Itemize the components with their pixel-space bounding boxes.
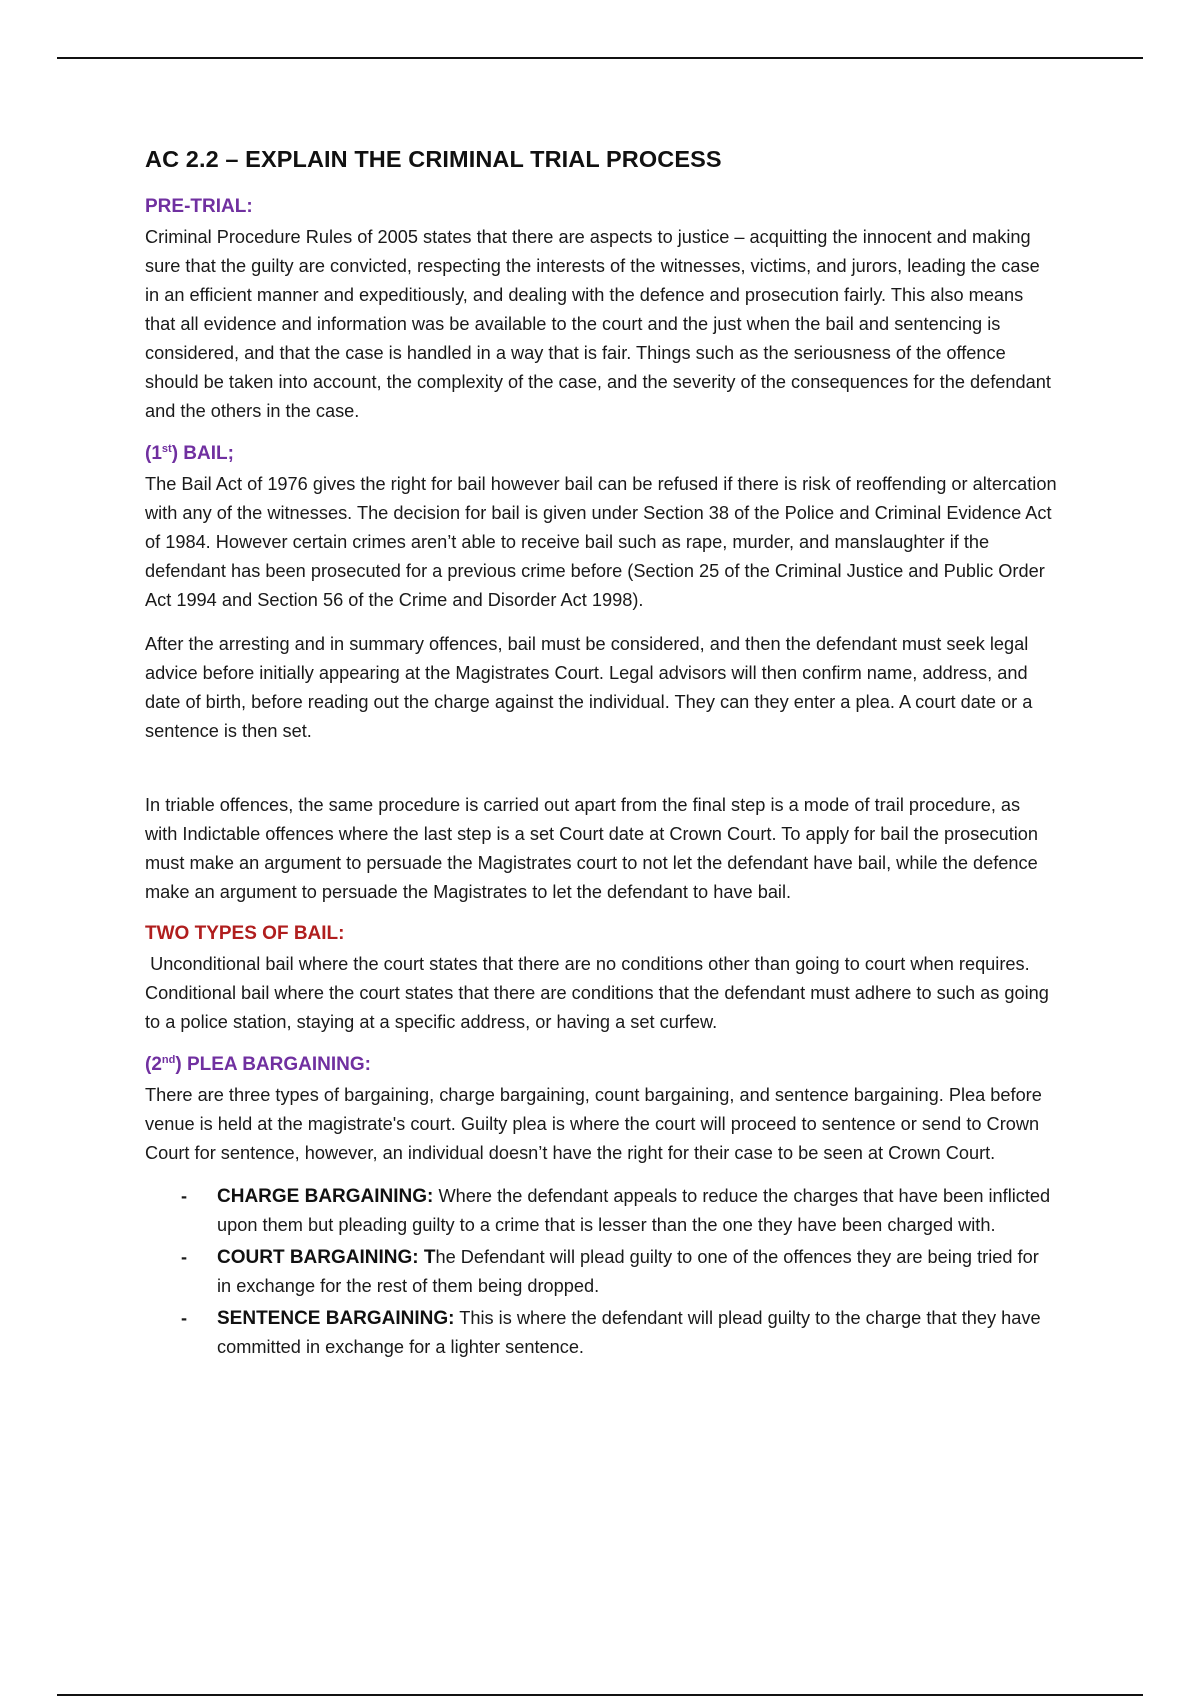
bullet-dash: -: [181, 1308, 188, 1328]
list-item: [145, 1182, 1057, 1240]
plea-heading: [145, 1053, 1057, 1077]
bullet-text: Where the defendant appeals to reduce the charges that have been inflicted upon them but pleading guilty to a crime that is lesser than the one they have been charged with.: [217, 1186, 1056, 1235]
bail-types-paragraph: Unconditional bail where the court states that there are no conditions other than going to court when requires. Conditional bail where the court states that there are conditions that the defendant must adhere to such as going to a police station, staying at a specific address, or having a set curfew.: [145, 954, 1054, 1032]
list-item: [145, 1304, 1057, 1362]
plea-heading-suffix: ) PLEA BARGAINING:: [175, 1054, 371, 1075]
bullet-dash: -: [181, 1186, 188, 1206]
bullet-text: This is where the defendant will plead guilty to the charge that they have committed in exchange for a lighter sentence.: [217, 1308, 1046, 1357]
bullet-dash: -: [181, 1247, 188, 1267]
bail-heading: [145, 442, 1057, 466]
list-item: [145, 1243, 1057, 1301]
bail-heading-suffix: ) BAIL;: [171, 443, 234, 464]
document-body: [145, 146, 1057, 1365]
bail-heading-prefix: (1: [145, 443, 162, 464]
bail-types-heading: TWO TYPES OF BAIL:: [145, 923, 345, 944]
bottom-rule: [57, 1694, 1143, 1696]
bail-paragraph-1: The Bail Act of 1976 gives the right for bail however bail can be refused if there is risk of reoffending or altercation with any of the witnesses. The decision for bail is given under Section 38 of the Police and Criminal Evidence Act of 1984. However certain crimes aren’t able to receive bail such as rape, murder, and manslaughter if the defendant has been prosecuted for a previous crime before (Section 25 of the Criminal Justice and Public Order Act 1994 and Section 56 of the Crime and Disorder Act 1998).: [145, 474, 1057, 610]
page-title: AC 2.2 – EXPLAIN THE CRIMINAL TRIAL PROCESS: [145, 146, 722, 172]
bargaining-list: [145, 1182, 1057, 1362]
bullet-text: he Defendant will plead guilty to one of the offences they are being tried for in exchange for the rest of them being dropped.: [217, 1247, 1039, 1296]
top-rule: [57, 57, 1143, 59]
plea-heading-sup: nd: [161, 1054, 176, 1066]
bullet-term: SENTENCE BARGAINING:: [217, 1308, 455, 1329]
bullet-term: COURT BARGAINING: T: [217, 1247, 436, 1268]
pretrial-paragraph: Criminal Procedure Rules of 2005 states that there are aspects to justice – acquitting the innocent and making sure that the guilty are convicted, respecting the interests of the witnesses, victims, and jurors, leading the case in an efficient manner and expeditiously, and dealing with the defence and prosecution fairly. This also means that all evidence and information was be available to the court and the just when the bail and sentencing is considered, and that the case is handled in a way that is fair. Things such as the seriousness of the offence should be taken into account, the complexity of the case, and the severity of the consequences for the defendant and the others in the case.: [145, 227, 1051, 421]
bail-paragraph-3: In triable offences, the same procedure is carried out apart from the final step is a mode of trail procedure, as with Indictable offences where the last step is a set Court date at Crown Court. To apply for bail the prosecution must make an argument to persuade the Magistrates court to not let the defendant have bail, while the defence make an argument to persuade the Magistrates to let the defendant to have bail.: [145, 795, 1039, 902]
plea-paragraph: There are three types of bargaining, charge bargaining, count bargaining, and sentence bargaining. Plea before venue is held at the magistrate's court. Guilty plea is where the court will proceed to sentence or send to Crown Court for sentence, however, an individual doesn’t have the right for their case to be seen at Crown Court.: [145, 1085, 1042, 1163]
pretrial-heading: PRE-TRIAL:: [145, 196, 253, 217]
bail-heading-sup: st: [161, 443, 172, 455]
plea-heading-prefix: (2: [145, 1054, 162, 1075]
bail-paragraph-2: After the arresting and in summary offences, bail must be considered, and then the defendant must seek legal advice before initially appearing at the Magistrates Court. Legal advisors will then confirm name, address, and date of birth, before reading out the charge against the individual. They can they enter a plea. A court date or a sentence is then set.: [145, 634, 1033, 741]
bullet-term: CHARGE BARGAINING:: [217, 1186, 434, 1207]
